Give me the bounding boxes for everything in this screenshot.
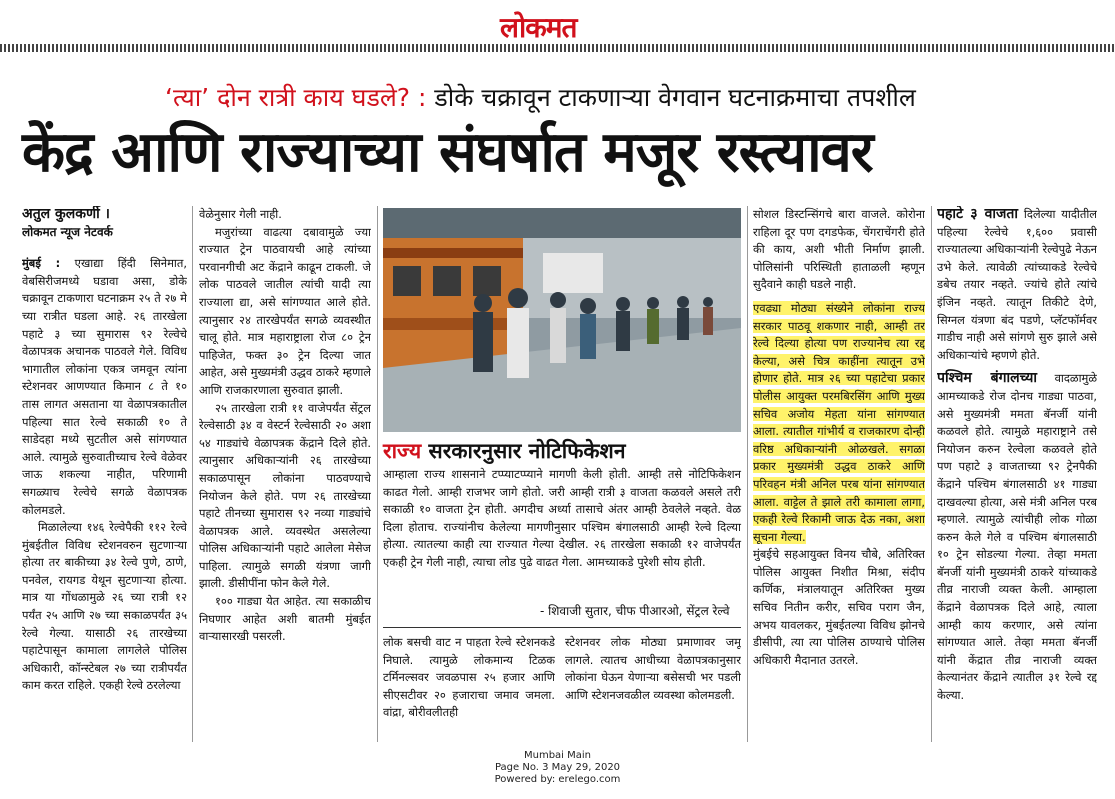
kicker-lead: ‘त्या’ दोन रात्री काय घडले? :: [165, 83, 427, 112]
col2-para-3: २५ तारखेला रात्री ११ वाजेपर्यंत सेंट्रल रेल्वेसाठी ३४ व वेस्टर्न रेल्वेसाठी २० अशा ५४ गाड्यांचे वेळापत्रक केंद्राने दिले होते. त्यानुसार अधिकाऱ्यांनी २६ तारखेच्या सकाळपासून लोकांना पाठवण्याचे नियोजन केले होते. पण २६ तारखेच्या पहाटे तीनच्या सुमारास ९२ नव्या गाड्यांचे वेळापत्रक आले. व्यवस्थेत असलेल्या पोलिस अधिकाऱ्यांनी पहाटे आलेला मेसेज पाहिला. त्यामुळे सगळी यंत्रणा जागी झाली. डीसीपींना फोन केले गेले.: [199, 400, 371, 591]
kicker-text: डोके चक्रावून टाकणाऱ्या वेगवान घटनाक्रमाचा तपशील: [434, 83, 916, 112]
page-footer: [0, 750, 1115, 786]
byline-name: अतुल कुलकर्णी ।: [22, 206, 110, 222]
boxed-title-rest: सरकारनुसार नोटिफिकेशन: [428, 439, 626, 463]
column-5: [937, 206, 1097, 746]
column-rule: [747, 206, 748, 742]
bottom-mid-a: [383, 634, 555, 744]
masthead: [0, 0, 1115, 48]
dateline: मुंबई :: [22, 256, 61, 271]
footer-page: Page No. 3 May 29, 2020: [494, 762, 621, 773]
headline: केंद्र आणि राज्याच्या संघर्षात मजूर रस्त्यावर: [22, 120, 873, 185]
col2-para-4: १०० गाड्या येत आहेत. त्या सकाळीच निघणार आहेत अशी बातमी मुंबईत वाऱ्यासारखी पसरली.: [199, 594, 371, 644]
train-crowd-photo-icon: [383, 208, 741, 432]
footer-powered: Powered by: erelego.com: [494, 774, 621, 785]
subhead-bengal: पश्चिम बंगालच्या: [937, 370, 1037, 387]
col5-para-2: वादळामुळे आमच्याकडे रोज दोनच गाड्या पाठवा, असे मुख्यमंत्री ममता बॅनर्जी यांनी कळवले होते. त्यामुळे महाराष्ट्राने तसे नियोजन करुन रेल्वेला कळवले होते पण पहाटे ३ वाजताच्या ९२ ट्रेनपैकी केंद्राने पश्चिम बंगालसाठी ४१ गाड्या दाखवल्या होत्या, असे मंत्री अनिल परब म्हणाले. त्यामुळे त्यांचीही लोक गोळा करुन केले गेले व पश्चिम बंगालसाठी १० ट्रेन सोडल्या गेल्या. तेव्हा ममता बॅनर्जी यांनी मुख्यमंत्री ठाकरे यांच्याकडे तीव्र नाराजी व्यक्त केली. आम्हाला केंद्राने वेळापत्रक दिले आहे, त्याला आम्ही काय करणार, असे त्यांना सांगण्यात आले. तेव्हा ममता बॅनर्जी यांनी केंद्रात तीव्र नाराजी व्यक्त केल्यानंतर केंद्राने त्यातील ३१ रेल्वे रद्द केल्या.: [937, 371, 1097, 703]
col2-para-2: मजुरांच्या वाढत्या दबावामुळे ज्या राज्यात ट्रेन पाठवायची आहे त्यांच्या परवानगीची अट केंद्राने काढून टाकली. जे लोक पाठवले जातील त्यांची यादी त्या राज्याला द्या, असे सांगण्यात आले होते. त्यानुसार २४ तारखेपर्यंत सगळे व्यवस्थीत चालू होते. मात्र महाराष्ट्राला रोज ८० ट्रेन पाहिजेत, फक्त ३० ट्रेन दिल्या जात आहेत, असे मुख्यमंत्री उद्धव ठाकरे म्हणाले आणि राजकारणाला सुरुवात झाली.: [199, 224, 371, 397]
column-2: [199, 206, 371, 746]
boxed-title-red: राज्य: [383, 439, 422, 463]
column-rule: [931, 206, 932, 742]
col5-para-1: दिलेल्या यादीतील पहिल्या रेल्वेचे १,६०० प्रवासी राज्यातल्या अधिकाऱ्यांनी रेल्वेपुढे नेऊन उभे केले. त्यावेळी त्यांच्याकडे रेल्वेचे डबेच तयार नव्हते. ज्यांचे होते त्यांचे इंजिन नव्हते. त्यातून तिकीटे देणे, सिग्नल यंत्रणा बंद पडणे, प्लॅटफॉर्मवर गाडीच नाही असे सांगणे सुरु झाले असे अधिकाऱ्यांचे म्हणणे होते.: [937, 207, 1097, 362]
newspaper-logo: लोकमत: [500, 11, 577, 44]
footer-edition: Mumbai Main: [523, 750, 591, 761]
bottom-mid-a-text: लोक बसची वाट न पाहता रेल्वे स्टेशनकडे निघाले. त्यामुळे लोकमान्य टिळक टर्मिनल्सवर जवळपास २५ हजार आणि सीएसटीवर २० हजाराचा जमाव जमला. वांद्रा, बोरीवलीतही: [383, 635, 555, 720]
byline-org: लोकमत न्यूज नेटवर्क: [22, 224, 113, 239]
column-1: [22, 206, 187, 746]
col4-para-1: सोशल डिस्टन्सिंगचे बारा वाजले. कोरोना राहिला दूर पण दगडफेक, चेंगराचेंगरी होते की काय, अशी भीती निर्माण झाली. पोलिसांनी परिस्थिती हाताळली म्हणून सुदैवाने काही घडले नाही.: [753, 207, 925, 292]
column-rule: [192, 206, 193, 742]
column-4: [753, 206, 925, 746]
bottom-mid-b: [565, 634, 741, 744]
boxed-signature: - शिवाजी सुतार, चीफ पीआरओ, सेंट्रल रेल्वे: [540, 604, 730, 618]
column-rule: [377, 206, 378, 742]
col1-para-1: एखाद्या हिंदी सिनेमात, वेबसिरीजमध्ये घडावा असा, डोके चक्रावून टाकणारा घटनाक्रम २५ ते २७ मे च्या रात्रीत घडला आहे. २६ तारखेला पहाटे ३ च्या सुमारास ९२ रेल्वेचे वेळापत्रक अचानक पाठवले गेले. विविध भागातील लोकांना एकत्र जमवून त्यांना स्टेशनवर आणण्यात किमान ८ ते १० तास लागत असताना या वेळापत्रकातील पहिल्या सात रेल्वे सकाळी १० ते साडेदहा मध्ये सुटतील असे सांगण्यात आले. त्यामुळे सुरुवातीच्याच रेल्वे वेळेवर जाऊ शकल्या नाहीत, परिणामी सगळ्याच रेल्वेचे सगळे वेळापत्रक कोलमडले.: [22, 256, 187, 517]
subhead-dawn: पहाटे ३ वाजता: [937, 206, 1019, 222]
col4-para-2: मुंबईचे सहआयुक्त विनय चौबे, अतिरिक्त पोलिस आयुक्त निशीत मिश्रा, संदीप कर्णिक, मंत्रालयातून अतिरिक्त मुख्य सचिव नितीन करीर, सचिव पराग जैन, अभय यावलकर, मुंबईतल्या विविध झोनचे डीसीपी, त्या त्या पोलिस ठाण्याचे पोलिस अधिकारी मैदानात उतरले.: [753, 547, 925, 667]
boxed-title: [383, 437, 626, 465]
boxed-body: आम्हाला राज्य शासनाने टप्प्याटप्प्याने मागणी केली होती. आम्ही तसे नोटिफिकेशन काढत गेलो. आम्ही राजभर जागे होतो. जरी आम्ही रात्री ३ वाजता कळवले असले तरी सकाळी १० वाजता ट्रेन होती. अगदीच अर्ध्या तासाचे अंतर आम्ही ठेवलेले नव्हते. वेळ दिला होताच. राज्यांनीच केलेल्या मागणीनुसार पश्चिम बंगालसाठी आम्ही रेल्वे दिल्या होत्या. त्यातल्या काही त्या राज्यात गेल्या देखील. २६ तारखेला सकाळी १२ वाजेपर्यंत एकही ट्रेन गेली नाही, त्याचा लोड पुढे वाढत गेला. आमच्याकडे पुरेशी सोय होती.: [383, 467, 741, 569]
kicker: [165, 80, 916, 114]
col4-highlight: एवढ्या मोठ्या संख्येने लोकांना राज्य सरकार पाठवू शकणार नाही, आम्ही तर रेल्वे दिल्या होत्या पण राज्यानेच त्या रद्द केल्या, असे चित्र काहींना त्यातून उभे होणार होते. मात्र २६ च्या पहाटेचा प्रकार पोलीस आयुक्त परमबिरसिंग आणि मुख्य सचिव अजोय मेहता यांना सांगण्यात आला. त्यातील गांभीर्य व राजकारण दोन्ही वरिष्ठ अधिकाऱ्यांनी ओळखले. सगळा प्रकार मुख्यमंत्री उद्धव ठाकरे आणि परिवहन मंत्री अनिल परब यांना सांगण्यात आला. वाट्टेल ते झाले तरी कामाला लागा, एकही रेल्वे रिकामी जाऊ देऊ नका, अशा सूचना गेल्या.: [753, 300, 925, 544]
box-rule: [383, 627, 741, 628]
col2-para-1: वेळेनुसार गेली नाही.: [199, 207, 282, 221]
news-photo: [383, 208, 741, 432]
bottom-mid-b-text: स्टेशनवर लोक मोठ्या प्रमाणावर जमू लागले. त्यातच आधीच्या वेळापत्रकानुसार लोकांना घेऊन येणाऱ्या बसेसची भर पडली आणि स्टेशनजवळील व्यवस्था कोलमडली.: [565, 635, 741, 702]
masthead-rule: [0, 44, 1115, 52]
col1-para-2: मिळालेल्या १४६ रेल्वेपैकी ११२ रेल्वे मुंबईतील विविध स्टेशनवरुन सुटणाऱ्या होत्या तर बाकीच्या ३४ रेल्वे पुणे, ठाणे, पनवेल, रायगड येथून सुटणाऱ्या होत्या. मात्र या गोंधळामुळे २६ च्या रात्री १२ पर्यंत २५ आणि २७ च्या सकाळपर्यंत ३५ रेल्वे गेल्या. यासाठी २६ तारखेच्या पहाटेपासून कामाला लागलेले पोलिस अधिकारी, कॉन्स्टेबल २७ च्या रात्रीपर्यंत काम करत राहिले. एकही रेल्वे ठरलेल्या: [22, 520, 187, 693]
